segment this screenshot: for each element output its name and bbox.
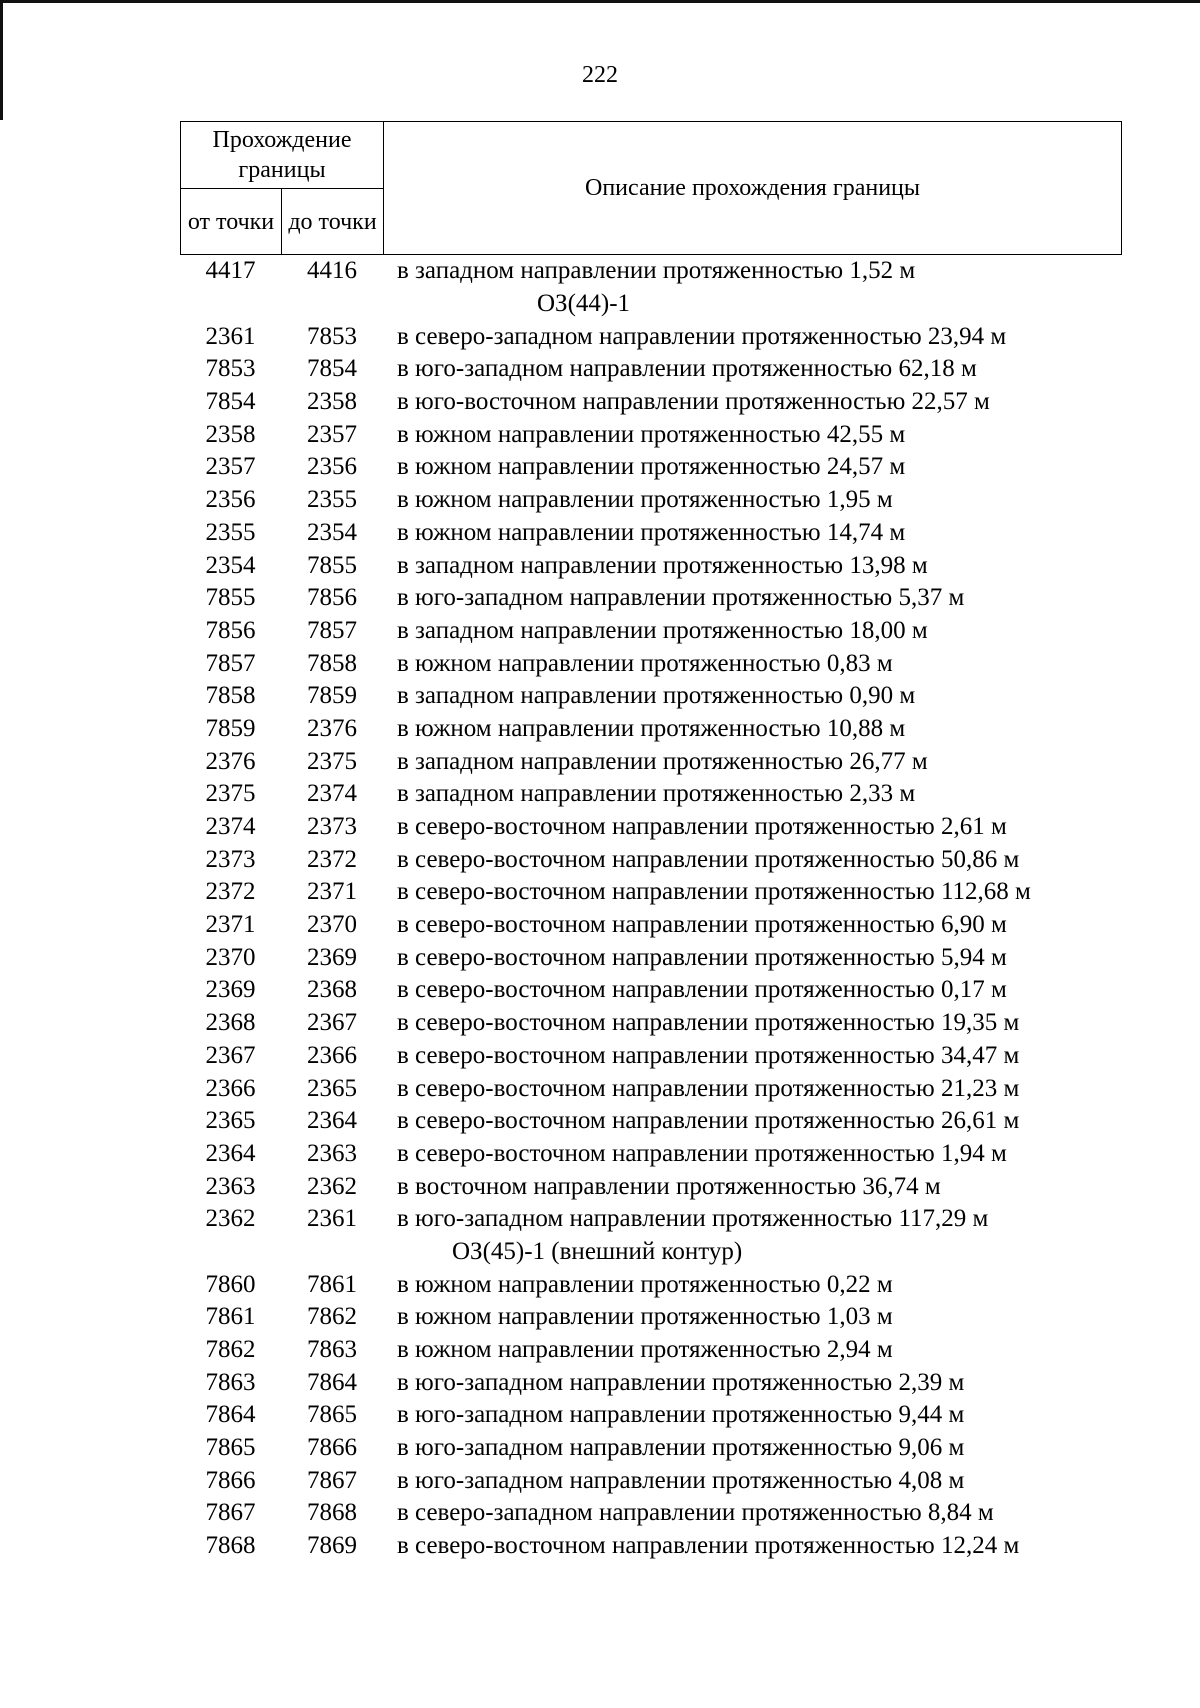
description-cell: в западном направлении протяженностью 1,52 м [397,257,916,285]
from-point-cell: 2356 [205,486,256,514]
table-row [180,1301,1122,1334]
from-point-cell: 2374 [205,813,256,841]
table-row [180,418,1122,451]
table-row [180,1072,1122,1105]
to-point-cell: 2361 [307,1205,357,1233]
from-point-cell: 7856 [205,616,256,644]
table-row [180,1399,1122,1432]
description-cell: в северо-восточном направлении протяженностью 12,24 м [397,1532,1020,1560]
description-cell: в юго-западном направлении протяженностью 5,37 м [397,584,965,612]
from-point-cell: 7863 [205,1368,256,1396]
description-cell: в северо-восточном направлении протяженностью 50,86 м [397,845,1020,873]
description-cell: в юго-западном направлении протяженностью 62,18 м [397,355,977,383]
description-cell: в юго-восточном направлении протяженностью 22,57 м [397,388,990,416]
to-point-cell: 7861 [307,1270,357,1298]
table-row [180,1170,1122,1203]
table-row [180,680,1122,713]
table-row [180,745,1122,778]
from-point-cell: 7868 [205,1532,256,1560]
from-point-cell: 7867 [205,1499,256,1527]
from-point-cell: 7853 [205,355,256,383]
to-point-cell: 7858 [307,649,357,677]
description-cell: в юго-западном направлении протяженностью 2,39 м [397,1368,965,1396]
to-point-cell: 7853 [307,322,357,350]
description-cell: в северо-восточном направлении протяженностью 34,47 м [397,1041,1020,1069]
to-point-cell: 7866 [307,1434,357,1462]
description-cell: в северо-восточном направлении протяженностью 1,94 м [397,1139,1007,1167]
to-point-cell: 2358 [307,388,357,416]
to-point-cell: 2372 [307,845,357,873]
from-point-cell: 2369 [205,976,256,1004]
description-cell: в северо-восточном направлении протяженностью 2,61 м [397,813,1007,841]
description-cell: в южном направлении протяженностью 1,03 м [397,1303,893,1331]
scan-edge-top [0,0,1200,3]
boundary-table [180,121,1122,1563]
from-point-cell: 2355 [205,518,256,546]
to-point-cell: 2355 [307,486,357,514]
table-row [180,876,1122,909]
table-row [180,549,1122,582]
description-cell: в юго-западном направлении протяженностью 9,44 м [397,1401,965,1429]
description-cell: в западном направлении протяженностью 0,90 м [397,682,916,710]
table-row [180,484,1122,517]
table-row [180,811,1122,844]
description-cell: в южном направлении протяженностью 10,88 м [397,714,906,742]
to-point-cell: 2375 [307,747,357,775]
from-point-cell: 7857 [205,649,256,677]
table-row [180,843,1122,876]
header-group-label: Прохождение границы [181,122,384,189]
table-row [180,517,1122,550]
from-point-cell: 7866 [205,1466,256,1494]
from-point-cell: 7862 [205,1336,256,1364]
description-cell: в западном направлении протяженностью 18,00 м [397,616,928,644]
to-point-cell: 7859 [307,682,357,710]
description-cell: в северо-восточном направлении протяженностью 112,68 м [397,878,1031,906]
description-cell: в южном направлении протяженностью 0,22 м [397,1270,893,1298]
to-point-cell: 7854 [307,355,357,383]
to-point-cell: 7855 [307,551,357,579]
description-cell: в северо-восточном направлении протяженностью 26,61 м [397,1107,1020,1135]
to-point-cell: 2366 [307,1041,357,1069]
from-point-cell: 4417 [205,257,256,285]
from-point-cell: 7860 [205,1270,256,1298]
to-point-cell: 2357 [307,420,357,448]
to-point-cell: 2362 [307,1172,357,1200]
header-from-point: от точки [181,189,282,254]
from-point-cell: 2367 [205,1041,256,1069]
from-point-cell: 2373 [205,845,256,873]
from-point-cell: 2376 [205,747,256,775]
description-cell: в западном направлении протяженностью 13,98 м [397,551,928,579]
to-point-cell: 2367 [307,1009,357,1037]
to-point-cell: 2369 [307,943,357,971]
description-cell: в южном направлении протяженностью 42,55 м [397,420,906,448]
to-point-cell: 7867 [307,1466,357,1494]
description-cell: в северо-восточном направлении протяженностью 0,17 м [397,976,1007,1004]
from-point-cell: 2354 [205,551,256,579]
to-point-cell: 2373 [307,813,357,841]
to-point-cell: 2371 [307,878,357,906]
to-point-cell: 2356 [307,453,357,481]
from-point-cell: 2370 [205,943,256,971]
to-point-cell: 2376 [307,714,357,742]
to-point-cell: 7868 [307,1499,357,1527]
from-point-cell: 7865 [205,1434,256,1462]
description-cell: в южном направлении протяженностью 2,94 м [397,1336,893,1364]
description-cell: в западном направлении протяженностью 2,33 м [397,780,916,808]
table-row [180,909,1122,942]
table-row [180,1007,1122,1040]
from-point-cell: 2364 [205,1139,256,1167]
from-point-cell: 2361 [205,322,256,350]
table-body [180,255,1122,1563]
to-point-cell: 7863 [307,1336,357,1364]
table-row [180,1334,1122,1367]
page-number: 222 [582,62,618,88]
from-point-cell: 2362 [205,1205,256,1233]
table-row [180,1138,1122,1171]
to-point-cell: 2365 [307,1074,357,1102]
from-point-cell: 7858 [205,682,256,710]
table-row [180,353,1122,386]
from-point-cell: 2368 [205,1009,256,1037]
description-cell: в восточном направлении протяженностью 36,74 м [397,1172,941,1200]
to-point-cell: 2363 [307,1139,357,1167]
table-row [180,1432,1122,1465]
description-cell: в северо-западном направлении протяженностью 8,84 м [397,1499,994,1527]
table-row [180,647,1122,680]
table-row [180,451,1122,484]
description-cell: в северо-восточном направлении протяженностью 5,94 м [397,943,1007,971]
section-title: ОЗ(44)-1 [537,290,631,318]
table-row [180,1464,1122,1497]
description-cell: в юго-западном направлении протяженностью 117,29 м [397,1205,989,1233]
table-row [180,1105,1122,1138]
description-cell: в южном направлении протяженностью 0,83 м [397,649,893,677]
from-point-cell: 2363 [205,1172,256,1200]
description-cell: в юго-западном направлении протяженностью 4,08 м [397,1466,965,1494]
to-point-cell: 2374 [307,780,357,808]
scan-edge-left [0,0,3,120]
from-point-cell: 2372 [205,878,256,906]
table-row [180,778,1122,811]
from-point-cell: 7854 [205,388,256,416]
from-point-cell: 7859 [205,714,256,742]
table-row [180,713,1122,746]
description-cell: в южном направлении протяженностью 1,95 м [397,486,893,514]
description-cell: в северо-восточном направлении протяженностью 21,23 м [397,1074,1020,1102]
from-point-cell: 7864 [205,1401,256,1429]
table-header [180,121,1122,255]
from-point-cell: 2365 [205,1107,256,1135]
table-row [180,582,1122,615]
table-row [180,386,1122,419]
to-point-cell: 2370 [307,911,357,939]
to-point-cell: 7864 [307,1368,357,1396]
description-cell: в северо-восточном направлении протяженностью 19,35 м [397,1009,1020,1037]
table-row [180,255,1122,288]
table-row [180,1497,1122,1530]
from-point-cell: 7855 [205,584,256,612]
table-row [180,1203,1122,1236]
table-row [180,1040,1122,1073]
to-point-cell: 7857 [307,616,357,644]
section-title: ОЗ(45)-1 (внешний контур) [452,1237,743,1265]
table-row [180,941,1122,974]
table-row [180,1530,1122,1563]
table-row [180,1366,1122,1399]
from-point-cell: 7861 [205,1303,256,1331]
description-cell: в южном направлении протяженностью 24,57 м [397,453,906,481]
from-point-cell: 2358 [205,420,256,448]
description-cell: в юго-западном направлении протяженностью 9,06 м [397,1434,965,1462]
from-point-cell: 2375 [205,780,256,808]
table-row [180,320,1122,353]
header-description: Описание прохождения границы [584,175,920,201]
to-point-cell: 2368 [307,976,357,1004]
table-row [180,1268,1122,1301]
from-point-cell: 2357 [205,453,256,481]
to-point-cell: 2364 [307,1107,357,1135]
to-point-cell: 7856 [307,584,357,612]
description-cell: в южном направлении протяженностью 14,74 м [397,518,906,546]
from-point-cell: 2366 [205,1074,256,1102]
to-point-cell: 7862 [307,1303,357,1331]
table-row [180,974,1122,1007]
table-row [180,615,1122,648]
to-point-cell: 7865 [307,1401,357,1429]
description-cell: в западном направлении протяженностью 26,77 м [397,747,928,775]
description-cell: в северо-восточном направлении протяженностью 6,90 м [397,911,1007,939]
to-point-cell: 4416 [307,257,357,285]
to-point-cell: 7869 [307,1532,357,1560]
to-point-cell: 2354 [307,518,357,546]
description-cell: в северо-западном направлении протяженностью 23,94 м [397,322,1007,350]
header-to-point: до точки [282,189,384,254]
from-point-cell: 2371 [205,911,256,939]
